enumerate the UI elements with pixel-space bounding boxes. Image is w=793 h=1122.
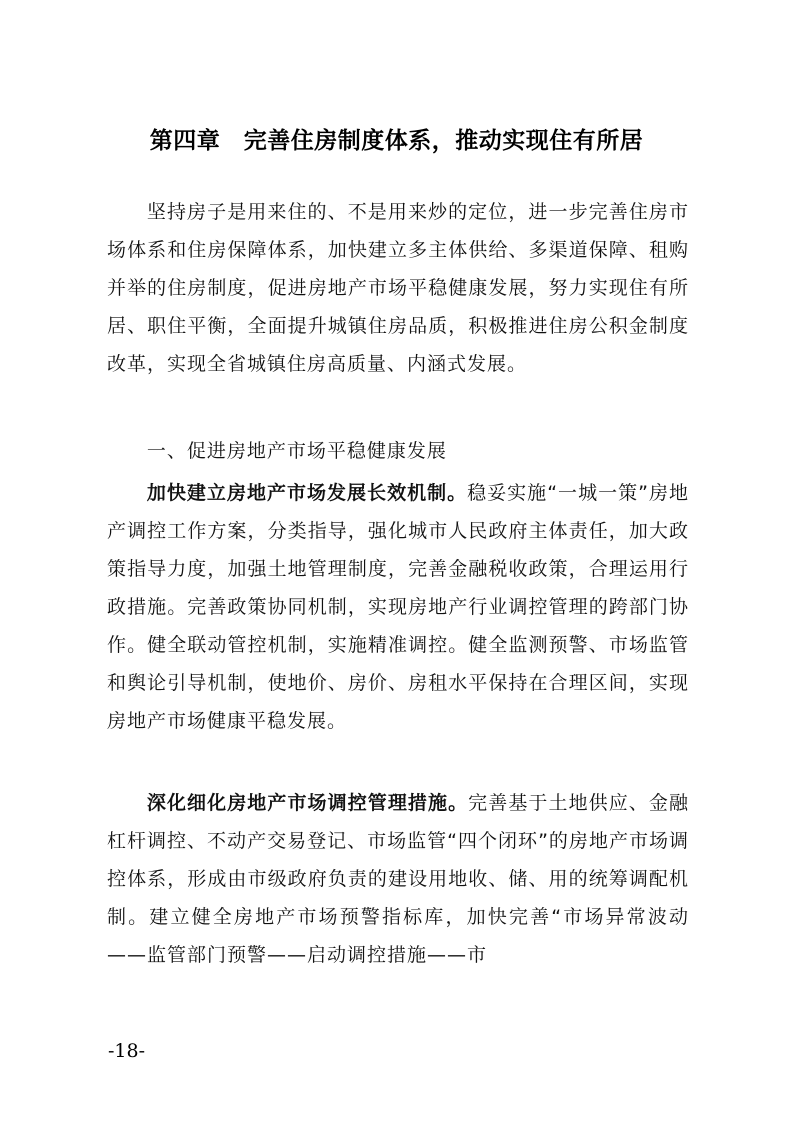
section-heading: 一、促进房地产市场平稳健康发展: [146, 440, 447, 462]
paragraph-text: 稳妥实施“一城一策”房地产调控工作方案，分类指导，强化城市人民政府主体责任，加大政策指导力度，加强土地管理制度，完善金融税收政策，合理运用行政措施。完善政策协同机制，实现房地产行业调控管理的跨部门协作。健全联动管控机制，实施精准调控。健全监测预警、市场监管和舆论引导机制，使地价、房价、房租水平保持在合理区间，实现房地产市场健康平稳发展。: [107, 482, 689, 732]
paragraph-long-term-mechanism: [107, 474, 689, 740]
paragraph-lead: 加快建立房地产市场发展长效机制。: [146, 482, 468, 504]
chapter-title: 第四章 完善住房制度体系，推动实现住有所居: [149, 127, 644, 154]
intro-paragraph: 坚持房子是用来住的、不是用来炒的定位，进一步完善住房市场体系和住房保障体系，加快建立多主体供给、多渠道保障、租购并举的住房制度，促进房地产市场平稳健康发展，努力实现住有所居、职住平衡，全面提升城镇住房品质，积极推进住房公积金制度改革，实现全省城镇住房高质量、内涵式发展。: [107, 201, 689, 375]
paragraph-regulation-measures: [107, 784, 689, 974]
paragraph-lead: 深化细化房地产市场调控管理措施。: [146, 792, 469, 814]
paragraph-text: 完善基于土地供应、金融杠杆调控、不动产交易登记、市场监管“四个闭环”的房地产市场调控体系，形成由市级政府负责的建设用地收、储、用的统筹调配机制。建立健全房地产市场预警指标库，加快完善“市场异常波动——监管部门预警——启动调控措施——市: [107, 792, 689, 966]
page-number: -18-: [108, 1040, 146, 1062]
